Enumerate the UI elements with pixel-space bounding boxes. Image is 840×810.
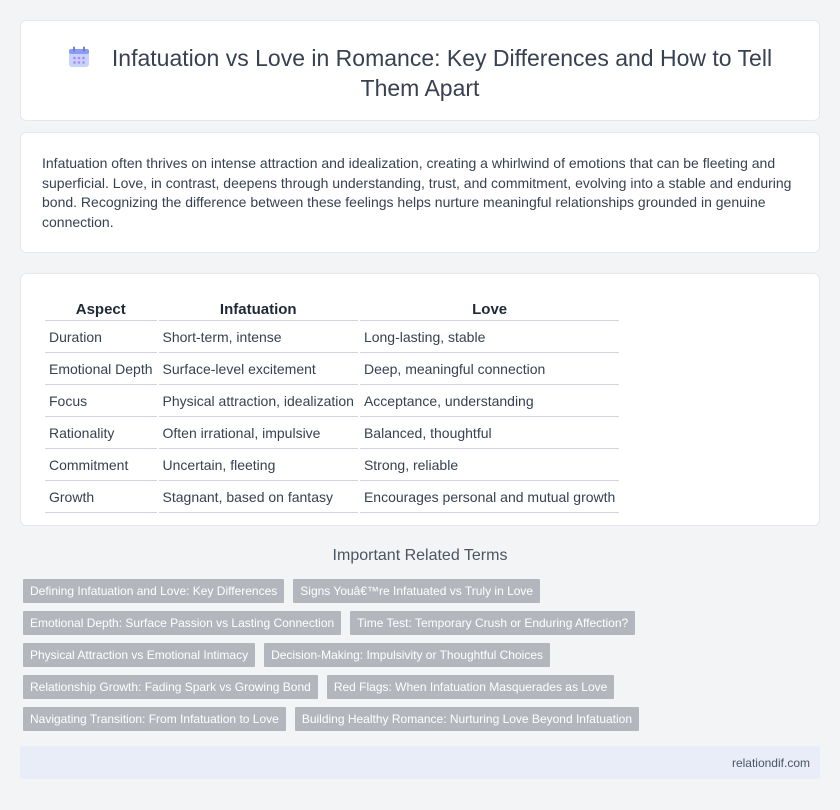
comparison-card — [20, 273, 820, 526]
table-cell: Deep, meaningful connection — [360, 355, 619, 385]
column-header-infatuation: Infatuation — [159, 298, 358, 321]
related-terms-list — [23, 579, 723, 739]
table-cell: Strong, reliable — [360, 451, 619, 481]
tag-row — [23, 707, 723, 731]
related-term-tag[interactable]: Red Flags: When Infatuation Masquerades as Love — [327, 675, 615, 699]
related-term-tag[interactable]: Relationship Growth: Fading Spark vs Growing Bond — [23, 675, 318, 699]
table-cell: Short-term, intense — [159, 323, 358, 353]
table-row — [45, 419, 619, 449]
table-row — [45, 483, 619, 513]
related-terms-heading: Important Related Terms — [332, 547, 508, 564]
title-card — [20, 20, 820, 121]
table-cell: Often irrational, impulsive — [159, 419, 358, 449]
table-cell: Stagnant, based on fantasy — [159, 483, 358, 513]
table-cell: Rationality — [45, 419, 157, 449]
footer-bar — [20, 746, 820, 779]
table-cell: Focus — [45, 387, 157, 417]
related-term-tag[interactable]: Time Test: Temporary Crush or Enduring Affection? — [350, 611, 635, 635]
related-term-tag[interactable]: Emotional Depth: Surface Passion vs Lasting Connection — [23, 611, 341, 635]
table-cell: Uncertain, fleeting — [159, 451, 358, 481]
column-header-love: Love — [360, 298, 619, 321]
table-cell: Surface-level excitement — [159, 355, 358, 385]
table-cell: Physical attraction, idealization — [159, 387, 358, 417]
related-term-tag[interactable]: Navigating Transition: From Infatuation to Love — [23, 707, 286, 731]
intro-card — [20, 132, 820, 253]
table-cell: Long-lasting, stable — [360, 323, 619, 353]
table-header-row — [45, 298, 619, 321]
table-cell: Commitment — [45, 451, 157, 481]
footer-site-link[interactable]: relationdif.com — [731, 756, 810, 770]
table-cell: Emotional Depth — [45, 355, 157, 385]
page-title: Infatuation vs Love in Romance: Key Differences and How to Tell Them Apart — [111, 45, 773, 101]
column-header-aspect: Aspect — [45, 298, 157, 321]
comparison-table — [43, 296, 621, 515]
related-term-tag[interactable]: Signs Youâ€™re Infatuated vs Truly in Love — [293, 579, 540, 603]
intro-paragraph: Infatuation often thrives on intense attraction and idealization, creating a whirlwind of emotions that can be fleeting and superficial. Love, in contrast, deepens through understanding, trust, and commitment, evolving into a stable and enduring bond. Recognizing the difference between these feelings helps nurture meaningful relationships grounded in genuine connection. — [42, 155, 792, 230]
table-row — [45, 451, 619, 481]
related-term-tag[interactable]: Building Healthy Romance: Nurturing Love Beyond Infatuation — [295, 707, 639, 731]
tag-row — [23, 643, 723, 667]
table-row — [45, 355, 619, 385]
related-term-tag[interactable]: Defining Infatuation and Love: Key Differences — [23, 579, 284, 603]
table-row — [45, 323, 619, 353]
tag-row — [23, 579, 723, 603]
related-term-tag[interactable]: Physical Attraction vs Emotional Intimacy — [23, 643, 255, 667]
table-row — [45, 387, 619, 417]
page-title-container — [21, 43, 819, 103]
tag-row — [23, 675, 723, 699]
table-cell: Encourages personal and mutual growth — [360, 483, 619, 513]
calendar-icon — [68, 46, 90, 68]
table-cell: Acceptance, understanding — [360, 387, 619, 417]
tag-row — [23, 611, 723, 635]
table-cell: Duration — [45, 323, 157, 353]
related-term-tag[interactable]: Decision-Making: Impulsivity or Thoughtful Choices — [264, 643, 550, 667]
table-cell: Balanced, thoughtful — [360, 419, 619, 449]
table-cell: Growth — [45, 483, 157, 513]
